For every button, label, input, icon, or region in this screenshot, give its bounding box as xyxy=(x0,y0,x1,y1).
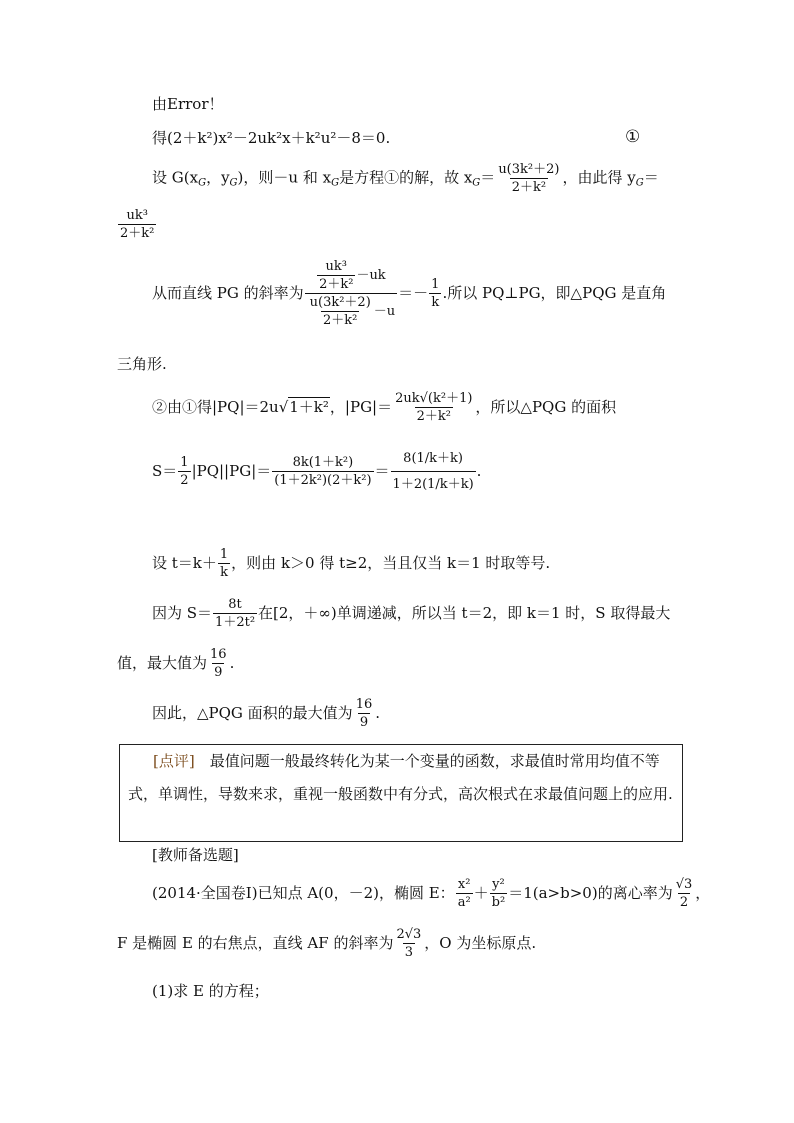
fraction-xg: $\frac{\text{u(3k²＋2)}}{\text{2＋k²}}$ xyxy=(498,162,560,195)
line-7: ②由①得|PQ|＝2u√1＋k²，|PG|＝ $\frac{\text{2uk√(k²＋1)}}{\text{2＋k²}}$ ，所以△PQG 的面积 xyxy=(152,391,617,424)
teacher-header: [教师备选题] xyxy=(152,846,239,864)
line-4 xyxy=(117,209,157,240)
comment-text: 最值问题一般最终转化为某一个变量的函数，求最值时常用均值不等式，单调性，导数来求，重视一般函数中有分式，高次根式在求最值问题上的应用. xyxy=(128,752,673,803)
line-3: 设 $G(x_G$，$y_G$)，则－u 和 $x_G$是方程①的解，故 $x_G=$ $\frac{\text{u(3k²＋2)}}{\text{2＋k²}}$ ，由此得 $y_G=$ xyxy=(152,162,659,195)
comment-tag: [点评] xyxy=(153,752,195,770)
line-2 xyxy=(152,131,390,146)
equation-marker: ① xyxy=(625,127,641,147)
slope-fraction: $\frac{\text{uk³}}{\text{2＋k²}}$ －uk $\frac{\text{u(3k²＋2)}}{\text{2＋k²}}$ －u xyxy=(305,260,398,327)
line-10: 因为 S＝ $\frac{8t}{\text{1＋2t²}}$ 在[2，＋∞)单调递减，所以当 t＝2，即 k＝1 时，S 取得最大 xyxy=(152,597,671,630)
line-11: 值，最大值为 $\frac{16}{9}$ . xyxy=(117,647,235,680)
line-6: 三角形. xyxy=(117,355,167,373)
teacher-question-line-1: (2014·全国卷Ⅰ)已知点 A(0，－2)，椭圆 E： $\frac{\text{x²}}{\text{a²}}$ ＋ $\frac{\text{y²}}{\text{b²}}$ ＝1(a>b>0)的离心率为 $\frac{√3}{2}$ ， xyxy=(152,877,711,910)
line-8: S＝ $\frac{1}{2}$ |PQ||PG|＝ $\frac{\text{8k(1＋k²)}}{\text{(1＋2k²)(2＋k²)}}$ ＝ $\frac{8(1/k+k)}{1+2(1/k+k)}$ . xyxy=(152,451,482,492)
teacher-question-line-2: F 是椭圆 E 的右焦点，直线 AF 的斜率为 $\frac{2√3}{3}$ ，O 为坐标原点. xyxy=(117,927,537,960)
equation-1: 得(2＋k²)x²－2uk²x＋k²u²－8＝0. xyxy=(152,129,391,147)
line-5: 从而直线 PG 的斜率为 $\frac{\text{uk³}}{\text{2＋k²}}$ －uk $\frac{\text{u(3k²＋2)}}{\text{2＋k²}}$ －u ＝－ $\frac{1}{k}$ .所以 PQ⊥PG，即△PQG 是直角 xyxy=(152,259,667,328)
fraction-yg: $\frac{\text{uk³}}{\text{2＋k²}}$ xyxy=(120,208,155,241)
teacher-question-part-1: (1)求 E 的方程； xyxy=(152,982,269,1000)
solution-line-1: 由Error！ xyxy=(152,95,224,113)
comment-box xyxy=(119,744,683,842)
line-1 xyxy=(152,97,224,112)
line-9: 设 t＝k＋ $\frac{1}{k}$ ，则由 k＞0 得 t≥2，当且仅当 k＝1 时取等号. xyxy=(152,547,551,580)
line-12: 因此，△PQG 面积的最大值为 $\frac{16}{9}$ . xyxy=(152,697,381,730)
